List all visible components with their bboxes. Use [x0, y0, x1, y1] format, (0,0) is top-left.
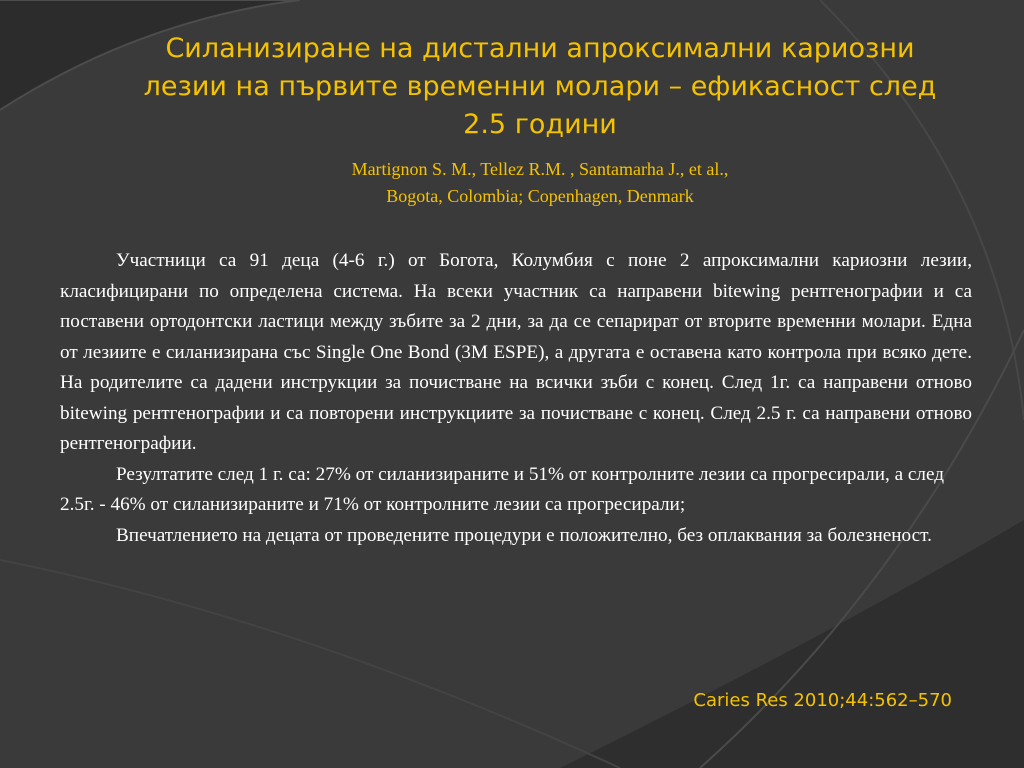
participants-paragraph: Участници са 91 деца (4-6 г.) от Богота, Колумбия с поне 2 апроксимални кариозни лезии, класифицирани по определена система. На всеки участник са направени bitewing рентгенографии и са поставени ортодонтски ластици между зъбите за 2 дни, за да се сепарират от вторите временни молари. Една от лезиите е силанизирана със Single One Bond (3M ESPE), а другата е оставена като контрола при всяко дете. На родителите са дадени инструкции за почистване на всички зъби с конец. След 1г. са направени отново bitewing рентгенографии и са повторени инструкциите за почистване с конец. След 2.5 г. са направени отново рентгенографии. [60, 250, 972, 454]
results-paragraph: Резултатите след 1 г. са: 27% от силанизираните и 51% от контролните лезии са прогресирали, а след 2.5г. - 46% от силанизираните и 71% от контролните лезии са прогресирали; [60, 463, 945, 515]
authors-block [200, 156, 880, 210]
affiliation-line: Bogota, Colombia; Copenhagen, Denmark [386, 186, 694, 206]
slide-title [120, 30, 960, 144]
citation: Caries Res 2010;44:562–570 [693, 690, 952, 711]
authors-line: Martignon S. M., Tellez R.M. , Santamarha J., et al., [351, 159, 729, 179]
title-line-3: 2.5 години [463, 109, 617, 140]
title-line-2: лезии на първите временни молари – ефикасност след [143, 71, 937, 102]
impression-paragraph: Впечатлението на децата от проведените процедури е положително, без оплаквания за болезненост. [116, 524, 932, 546]
slide-body [60, 246, 972, 551]
title-line-1: Силанизиране на дистални апроксимални кариозни [165, 33, 915, 64]
